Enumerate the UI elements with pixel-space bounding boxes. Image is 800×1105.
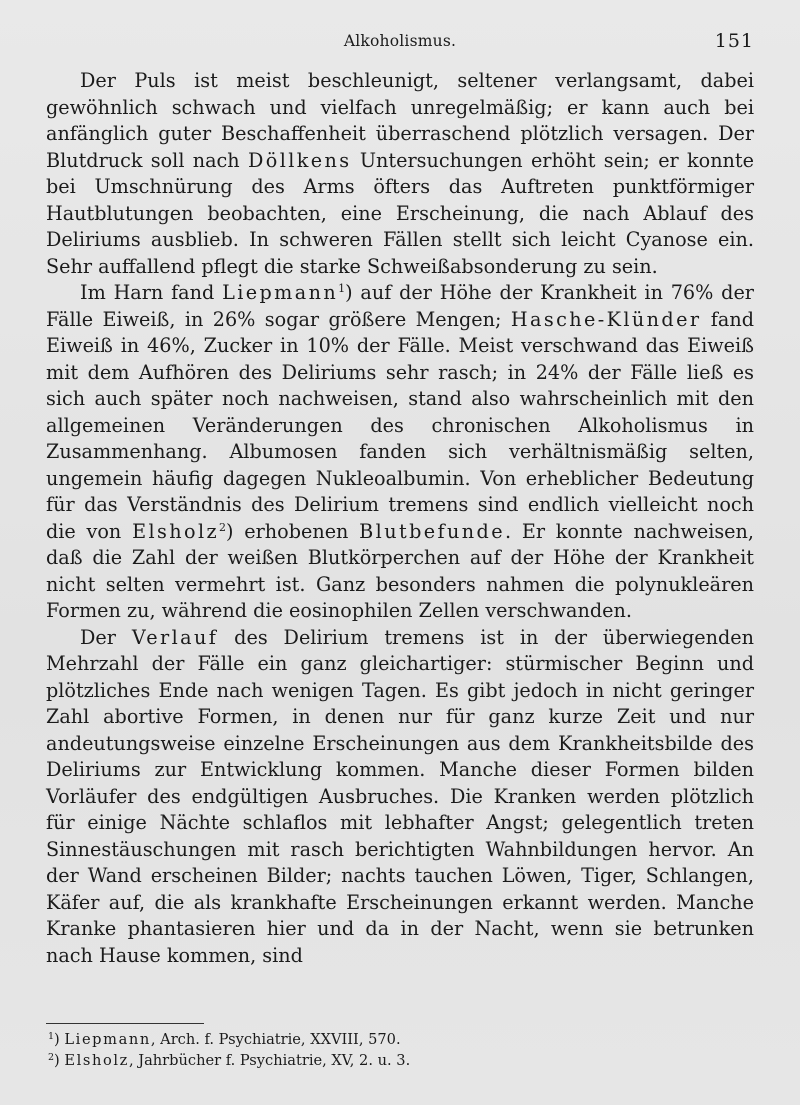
page-header bbox=[0, 32, 800, 56]
footnote-rule bbox=[46, 1023, 204, 1024]
body-text bbox=[46, 68, 754, 969]
page-number: 151 bbox=[714, 30, 754, 52]
footnotes bbox=[48, 1029, 748, 1071]
footnote-2: $^2$) Elsholz, Jahrbücher f. Psychiatrie, XV, 2. u. 3. bbox=[48, 1052, 411, 1069]
paragraph-urine: Im Harn fand Liepmann$^1$) auf der Höhe der Krankheit in 76% der Fälle Eiweiß, in 26% sogar größere Mengen; Hasche-Klünder fand Eiweiß in 46%, Zucker in 10% der Fälle. Meist verschwand das Eiweiß mit dem Aufhören des Deliriums sehr rasch; in 24% der Fälle ließ es sich auch später noch nachweisen, stand also wahrscheinlich mit den allgemeinen Veränderungen des chronischen Alkoholismus in Zusammenhang. Albumosen fanden sich verhältnismäßig selten, ungemein häufig dagegen Nukleoalbumin. Von erheblicher Bedeutung für das Verständnis des Delirium tremens sind endlich vielleicht noch die von Elsholz$^2$) erhobenen Blutbefunde. Er konnte nachweisen, daß die Zahl der weißen Blutkörperchen auf der Höhe der Krankheit nicht selten vermehrt ist. Ganz besonders nahmen die polynukleären Formen zu, während die eosinophilen Zellen verschwanden. bbox=[46, 281, 754, 622]
paragraph-pulse: Der Puls ist meist beschleunigt, seltener verlangsamt, dabei gewöhnlich schwach und vielfach unregelmäßig; er kann auch bei anfänglich guter Beschaffenheit überraschend plötzlich versagen. Der Blutdruck soll nach Döllkens Untersuchungen erhöht sein; er konnte bei Umschnürung des Arms öfters das Auftreten punktförmiger Hautblutungen beobachten, eine Erscheinung, die nach Ablauf des Deliriums ausblieb. In schweren Fällen stellt sich leicht Cyanose ein. Sehr auffallend pflegt die starke Schweißabsonderung zu sein. bbox=[46, 69, 754, 278]
paragraph-course: Der Verlauf des Delirium tremens ist in der überwiegenden Mehrzahl der Fälle ein ganz gleichartiger: stürmischer Beginn und plötzliches Ende nach wenigen Tagen. Es gibt jedoch in nicht geringer Zahl abortive Formen, in denen nur für ganz kurze Zeit und nur andeutungsweise einzelne Erscheinungen aus dem Krankheitsbilde des Deliriums zur Entwicklung kommen. Manche dieser Formen bilden Vorläufer des endgültigen Ausbruches. Die Kranken werden plötzlich für einige Nächte schlaflos mit lebhafter Angst; gelegentlich treten Sinnestäuschungen mit rasch berichtigten Wahnbildungen hervor. An der Wand erscheinen Bilder; nachts tauchen Löwen, Tiger, Schlangen, Käfer auf, die als krankhafte Erscheinungen erkannt werden. Manche Kranke phantasieren hier und da in der Nacht, wenn sie betrunken nach Hause kommen, sind bbox=[46, 625, 754, 967]
footnote-1: $^1$) Liepmann, Arch. f. Psychiatrie, XXVIII, 570. bbox=[48, 1031, 401, 1048]
running-title: Alkoholismus. bbox=[343, 32, 457, 50]
